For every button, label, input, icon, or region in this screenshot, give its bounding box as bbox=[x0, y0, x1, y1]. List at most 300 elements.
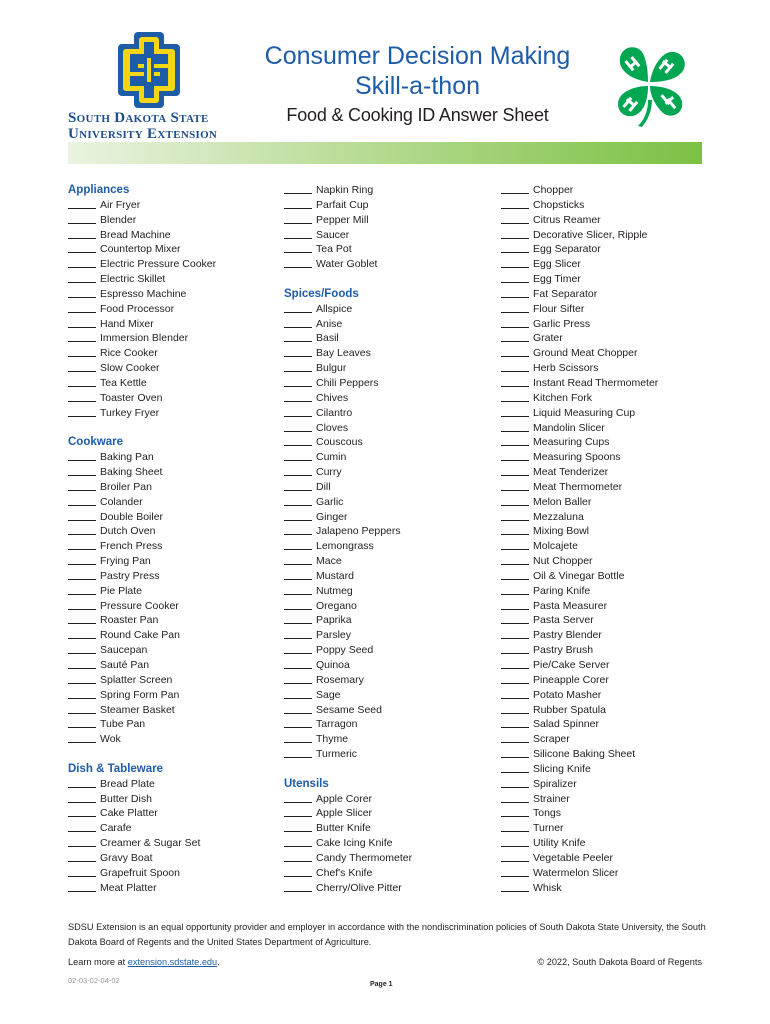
item-label: Cherry/Olive Pitter bbox=[316, 881, 402, 894]
answer-row bbox=[284, 881, 494, 896]
answer-blank[interactable] bbox=[68, 653, 96, 654]
answer-row bbox=[68, 851, 273, 866]
answer-blank[interactable] bbox=[501, 668, 529, 669]
answer-blank[interactable] bbox=[501, 831, 529, 832]
answer-blank[interactable] bbox=[501, 431, 529, 432]
answer-row bbox=[501, 524, 711, 539]
answer-row bbox=[501, 213, 711, 228]
item-label: Round Cake Pan bbox=[100, 629, 180, 642]
answer-blank[interactable] bbox=[68, 386, 96, 387]
answer-row bbox=[284, 717, 494, 732]
answer-row bbox=[501, 406, 711, 421]
answer-blank[interactable] bbox=[68, 327, 96, 328]
answer-row bbox=[68, 213, 273, 228]
answer-row bbox=[501, 703, 711, 718]
item-label: Herb Scissors bbox=[533, 362, 599, 375]
answer-blank[interactable] bbox=[501, 816, 529, 817]
answer-blank[interactable] bbox=[68, 742, 96, 743]
answer-row bbox=[284, 569, 494, 584]
item-label: Egg Separator bbox=[533, 243, 601, 256]
item-label: Apple Corer bbox=[316, 792, 373, 805]
answer-blank[interactable] bbox=[501, 683, 529, 684]
answer-blank[interactable] bbox=[284, 193, 312, 194]
answer-blank[interactable] bbox=[284, 341, 312, 342]
answer-blank[interactable] bbox=[68, 282, 96, 283]
item-label: Chopsticks bbox=[533, 198, 585, 211]
item-label: Decorative Slicer, Ripple bbox=[533, 228, 648, 241]
answer-row bbox=[68, 465, 273, 480]
column-3 bbox=[501, 183, 711, 896]
answer-blank[interactable] bbox=[501, 564, 529, 565]
answer-blank[interactable] bbox=[68, 549, 96, 550]
answer-blank[interactable] bbox=[501, 534, 529, 535]
answer-blank[interactable] bbox=[501, 475, 529, 476]
answer-row bbox=[501, 450, 711, 465]
answer-row bbox=[68, 599, 273, 614]
answer-blank[interactable] bbox=[501, 698, 529, 699]
answer-blank[interactable] bbox=[501, 208, 529, 209]
answer-blank[interactable] bbox=[284, 460, 312, 461]
answer-blank[interactable] bbox=[501, 356, 529, 357]
answer-row bbox=[284, 391, 494, 406]
answer-blank[interactable] bbox=[284, 623, 312, 624]
answer-blank[interactable] bbox=[284, 713, 312, 714]
answer-blank[interactable] bbox=[284, 534, 312, 535]
answer-blank[interactable] bbox=[501, 876, 529, 877]
item-label: Electric Skillet bbox=[100, 273, 166, 286]
item-label: Rubber Spatula bbox=[533, 703, 606, 716]
item-label: Pastry Press bbox=[100, 569, 160, 582]
item-label: Pastry Brush bbox=[533, 644, 594, 657]
answer-row bbox=[284, 703, 494, 718]
answer-row bbox=[68, 480, 273, 495]
item-label: Garlic Press bbox=[533, 317, 591, 330]
answer-blank[interactable] bbox=[68, 638, 96, 639]
answer-blank[interactable] bbox=[501, 727, 529, 728]
org-name-line1: South Dakota State bbox=[68, 110, 209, 126]
answer-blank[interactable] bbox=[284, 638, 312, 639]
item-label: Turner bbox=[533, 822, 564, 835]
answer-blank[interactable] bbox=[68, 460, 96, 461]
answer-blank[interactable] bbox=[501, 891, 529, 892]
item-label: French Press bbox=[100, 540, 163, 553]
item-label: Chili Peppers bbox=[316, 376, 379, 389]
answer-blank[interactable] bbox=[501, 312, 529, 313]
answer-blank[interactable] bbox=[284, 267, 312, 268]
item-label: Egg Timer bbox=[533, 273, 581, 286]
item-label: Spring Form Pan bbox=[100, 688, 180, 701]
item-label: Water Goblet bbox=[316, 258, 378, 271]
item-label: Colander bbox=[100, 495, 143, 508]
item-label: Roaster Pan bbox=[100, 614, 159, 627]
answer-row bbox=[501, 658, 711, 673]
item-label: Molcajete bbox=[533, 540, 578, 553]
item-label: Butter Dish bbox=[100, 792, 152, 805]
answer-blank[interactable] bbox=[284, 802, 312, 803]
item-label: Anise bbox=[316, 317, 343, 330]
item-label: Bulgur bbox=[316, 362, 347, 375]
answer-blank[interactable] bbox=[68, 252, 96, 253]
answer-blank[interactable] bbox=[68, 727, 96, 728]
answer-row bbox=[501, 584, 711, 599]
answer-row bbox=[501, 228, 711, 243]
answer-row bbox=[68, 881, 273, 896]
answer-row bbox=[501, 821, 711, 836]
item-label: Kitchen Fork bbox=[533, 391, 592, 404]
item-label: Pineapple Corer bbox=[533, 673, 609, 686]
answer-blank[interactable] bbox=[501, 772, 529, 773]
answer-row bbox=[68, 688, 273, 703]
answer-blank[interactable] bbox=[68, 609, 96, 610]
answer-blank[interactable] bbox=[68, 401, 96, 402]
answer-blank[interactable] bbox=[501, 490, 529, 491]
answer-row bbox=[68, 866, 273, 881]
answer-blank[interactable] bbox=[501, 341, 529, 342]
answer-row bbox=[68, 317, 273, 332]
answer-blank[interactable] bbox=[284, 742, 312, 743]
answer-blank[interactable] bbox=[501, 445, 529, 446]
answer-blank[interactable] bbox=[284, 549, 312, 550]
answer-row bbox=[501, 851, 711, 866]
answer-blank[interactable] bbox=[284, 327, 312, 328]
answer-blank[interactable] bbox=[284, 816, 312, 817]
answer-blank[interactable] bbox=[68, 371, 96, 372]
section-heading: Utensils bbox=[284, 777, 329, 790]
answer-blank[interactable] bbox=[68, 668, 96, 669]
answer-row bbox=[284, 539, 494, 554]
answer-row bbox=[68, 346, 273, 361]
answer-row bbox=[501, 421, 711, 436]
extension-link[interactable]: extension.sdstate.edu bbox=[127, 957, 218, 967]
answer-row bbox=[68, 569, 273, 584]
answer-blank[interactable] bbox=[68, 683, 96, 684]
answer-blank[interactable] bbox=[501, 653, 529, 654]
item-label: Pie Plate bbox=[100, 584, 143, 597]
answer-blank[interactable] bbox=[501, 579, 529, 580]
answer-blank[interactable] bbox=[284, 208, 312, 209]
answer-blank[interactable] bbox=[68, 534, 96, 535]
answer-row bbox=[68, 717, 273, 732]
answer-blank[interactable] bbox=[284, 579, 312, 580]
column-2 bbox=[284, 183, 494, 896]
answer-blank[interactable] bbox=[284, 891, 312, 892]
answer-blank[interactable] bbox=[68, 594, 96, 595]
answer-row bbox=[284, 435, 494, 450]
answer-blank[interactable] bbox=[284, 356, 312, 357]
answer-row bbox=[68, 376, 273, 391]
answer-row bbox=[68, 539, 273, 554]
answer-blank[interactable] bbox=[68, 891, 96, 892]
answer-row bbox=[284, 673, 494, 688]
answer-row bbox=[501, 628, 711, 643]
answer-blank[interactable] bbox=[501, 742, 529, 743]
item-label: Bread Plate bbox=[100, 777, 155, 790]
item-label: Watermelon Slicer bbox=[533, 866, 619, 879]
item-label: Ginger bbox=[316, 510, 348, 523]
answer-blank[interactable] bbox=[501, 846, 529, 847]
answer-row bbox=[284, 406, 494, 421]
answer-blank[interactable] bbox=[68, 267, 96, 268]
answer-row bbox=[68, 792, 273, 807]
item-label: Ground Meat Chopper bbox=[533, 347, 638, 360]
item-label: Air Fryer bbox=[100, 198, 141, 211]
answer-blank[interactable] bbox=[68, 505, 96, 506]
answer-row bbox=[501, 569, 711, 584]
answer-row bbox=[284, 732, 494, 747]
item-label: Slow Cooker bbox=[100, 362, 160, 375]
answer-blank[interactable] bbox=[284, 445, 312, 446]
answer-row bbox=[68, 613, 273, 628]
answer-row bbox=[284, 643, 494, 658]
section-gap bbox=[284, 762, 494, 777]
answer-row bbox=[501, 717, 711, 732]
answer-row bbox=[284, 688, 494, 703]
answer-row bbox=[68, 510, 273, 525]
answer-blank[interactable] bbox=[501, 713, 529, 714]
answer-blank[interactable] bbox=[501, 386, 529, 387]
answer-blank[interactable] bbox=[501, 282, 529, 283]
answer-row bbox=[501, 287, 711, 302]
answer-blank[interactable] bbox=[284, 386, 312, 387]
item-label: Grater bbox=[533, 332, 563, 345]
item-label: Measuring Cups bbox=[533, 436, 610, 449]
answer-blank[interactable] bbox=[68, 223, 96, 224]
answer-blank[interactable] bbox=[68, 312, 96, 313]
answer-row bbox=[284, 628, 494, 643]
learn-more-prefix: Learn more at bbox=[68, 957, 128, 967]
item-label: Sauté Pan bbox=[100, 659, 150, 671]
answer-blank[interactable] bbox=[284, 431, 312, 432]
answer-blank[interactable] bbox=[284, 312, 312, 313]
copyright: © 2022, South Dakota Board of Regents bbox=[537, 957, 702, 967]
answer-row bbox=[501, 599, 711, 614]
item-label: Meat Thermometer bbox=[533, 480, 623, 493]
answer-blank[interactable] bbox=[284, 475, 312, 476]
item-label: Grapefruit Spoon bbox=[100, 866, 180, 879]
answer-blank[interactable] bbox=[284, 653, 312, 654]
answer-row bbox=[68, 821, 273, 836]
item-label: Mezzaluna bbox=[533, 510, 584, 523]
item-label: Chef's Knife bbox=[316, 866, 373, 879]
page-title-line1: Consumer Decision Making bbox=[264, 42, 571, 70]
item-label: Bread Machine bbox=[100, 228, 171, 241]
answer-blank[interactable] bbox=[501, 520, 529, 521]
answer-blank[interactable] bbox=[501, 861, 529, 862]
item-label: Broiler Pan bbox=[100, 480, 152, 493]
answer-row bbox=[501, 510, 711, 525]
answer-blank[interactable] bbox=[68, 579, 96, 580]
item-label: Countertop Mixer bbox=[100, 243, 181, 256]
answer-blank[interactable] bbox=[284, 505, 312, 506]
item-label: Pastry Blender bbox=[533, 629, 602, 642]
answer-blank[interactable] bbox=[501, 802, 529, 803]
answer-row bbox=[501, 465, 711, 480]
answer-row bbox=[501, 836, 711, 851]
item-label: Slicing Knife bbox=[533, 762, 591, 775]
item-label: Dutch Oven bbox=[100, 525, 156, 538]
answer-row bbox=[501, 361, 711, 376]
answer-blank[interactable] bbox=[501, 252, 529, 253]
answer-row bbox=[68, 673, 273, 688]
item-label: Pressure Cooker bbox=[100, 599, 179, 612]
item-label: Sage bbox=[316, 688, 341, 701]
answer-row bbox=[68, 331, 273, 346]
answer-blank[interactable] bbox=[284, 594, 312, 595]
item-label: Cake Platter bbox=[100, 807, 158, 820]
answer-blank[interactable] bbox=[501, 371, 529, 372]
item-label: Allspice bbox=[316, 302, 353, 315]
item-label: Measuring Spoons bbox=[533, 451, 621, 464]
answer-blank[interactable] bbox=[501, 460, 529, 461]
answer-blank[interactable] bbox=[68, 416, 96, 417]
sdsu-logo bbox=[114, 30, 184, 110]
answer-row bbox=[68, 554, 273, 569]
item-label: Tube Pan bbox=[100, 718, 146, 731]
answer-blank[interactable] bbox=[284, 846, 312, 847]
answer-row bbox=[284, 554, 494, 569]
answer-blank[interactable] bbox=[68, 787, 96, 788]
answer-row bbox=[68, 524, 273, 539]
answer-blank[interactable] bbox=[501, 505, 529, 506]
answer-blank[interactable] bbox=[68, 713, 96, 714]
answer-blank[interactable] bbox=[68, 802, 96, 803]
answer-blank[interactable] bbox=[501, 594, 529, 595]
answer-blank[interactable] bbox=[68, 356, 96, 357]
answer-blank[interactable] bbox=[284, 831, 312, 832]
item-label: Meat Tenderizer bbox=[533, 466, 609, 479]
answer-row bbox=[284, 198, 494, 213]
item-label: Turmeric bbox=[316, 748, 358, 761]
answer-blank[interactable] bbox=[501, 787, 529, 788]
item-label: Egg Slicer bbox=[533, 258, 581, 271]
answer-row bbox=[68, 302, 273, 317]
answer-blank[interactable] bbox=[68, 623, 96, 624]
answer-blank[interactable] bbox=[501, 223, 529, 224]
answer-blank[interactable] bbox=[501, 638, 529, 639]
answer-blank[interactable] bbox=[68, 816, 96, 817]
answer-blank[interactable] bbox=[501, 416, 529, 417]
item-label: Nut Chopper bbox=[533, 555, 593, 568]
answer-blank[interactable] bbox=[68, 490, 96, 491]
answer-row bbox=[501, 331, 711, 346]
answer-blank[interactable] bbox=[501, 238, 529, 239]
learn-more-suffix: . bbox=[217, 957, 220, 967]
answer-row bbox=[501, 435, 711, 450]
answer-blank[interactable] bbox=[284, 698, 312, 699]
item-label: Baking Sheet bbox=[100, 466, 163, 479]
org-name-line2: University Extension bbox=[68, 126, 218, 142]
item-label: Utility Knife bbox=[533, 837, 586, 850]
page-title-line2: Skill-a-thon bbox=[354, 72, 481, 100]
answer-blank[interactable] bbox=[284, 609, 312, 610]
item-label: Parsley bbox=[316, 629, 352, 642]
answer-blank[interactable] bbox=[284, 861, 312, 862]
item-label: Tongs bbox=[533, 807, 562, 820]
answer-blank[interactable] bbox=[501, 267, 529, 268]
answer-blank[interactable] bbox=[501, 609, 529, 610]
answer-row bbox=[501, 554, 711, 569]
answer-blank[interactable] bbox=[501, 193, 529, 194]
answer-blank[interactable] bbox=[284, 683, 312, 684]
item-label: Rosemary bbox=[316, 673, 364, 686]
answer-row bbox=[68, 257, 273, 272]
four-h-clover-logo bbox=[604, 40, 694, 128]
item-label: Mixing Bowl bbox=[533, 525, 590, 538]
answer-row bbox=[284, 257, 494, 272]
answer-blank[interactable] bbox=[284, 223, 312, 224]
answer-blank[interactable] bbox=[68, 238, 96, 239]
column-1 bbox=[68, 183, 273, 896]
answer-blank[interactable] bbox=[68, 208, 96, 209]
answer-blank[interactable] bbox=[284, 757, 312, 758]
answer-blank[interactable] bbox=[68, 564, 96, 565]
answer-blank[interactable] bbox=[501, 757, 529, 758]
item-label: Paprika bbox=[316, 614, 352, 627]
answer-blank[interactable] bbox=[68, 475, 96, 476]
answer-row bbox=[284, 331, 494, 346]
answer-row bbox=[501, 643, 711, 658]
answer-blank[interactable] bbox=[68, 861, 96, 862]
answer-blank[interactable] bbox=[284, 401, 312, 402]
answer-row bbox=[68, 450, 273, 465]
answer-blank[interactable] bbox=[68, 698, 96, 699]
answer-blank[interactable] bbox=[284, 416, 312, 417]
answer-blank[interactable] bbox=[501, 401, 529, 402]
answer-row bbox=[501, 539, 711, 554]
answer-row bbox=[68, 198, 273, 213]
answer-blank[interactable] bbox=[284, 490, 312, 491]
answer-blank[interactable] bbox=[284, 252, 312, 253]
answer-row bbox=[284, 465, 494, 480]
item-label: Couscous bbox=[316, 436, 363, 449]
answer-row bbox=[284, 747, 494, 762]
answer-blank[interactable] bbox=[284, 564, 312, 565]
item-label: Silicone Baking Sheet bbox=[533, 748, 636, 761]
item-label: Pepper Mill bbox=[316, 213, 369, 226]
answer-blank[interactable] bbox=[68, 876, 96, 877]
answer-row bbox=[68, 628, 273, 643]
answer-blank[interactable] bbox=[68, 341, 96, 342]
answer-blank[interactable] bbox=[68, 831, 96, 832]
answer-row bbox=[501, 495, 711, 510]
answer-row bbox=[284, 346, 494, 361]
answer-blank[interactable] bbox=[284, 876, 312, 877]
answer-row bbox=[284, 480, 494, 495]
answer-blank[interactable] bbox=[284, 727, 312, 728]
answer-row bbox=[284, 836, 494, 851]
section-heading: Appliances bbox=[68, 184, 130, 196]
answer-row bbox=[68, 806, 273, 821]
answer-blank[interactable] bbox=[501, 297, 529, 298]
section-heading: Spices/Foods bbox=[284, 287, 359, 300]
item-label: Blender bbox=[100, 213, 137, 226]
answer-blank[interactable] bbox=[501, 327, 529, 328]
answer-blank[interactable] bbox=[68, 297, 96, 298]
item-label: Tea Kettle bbox=[100, 376, 147, 389]
answer-blank[interactable] bbox=[68, 846, 96, 847]
item-label: Potato Masher bbox=[533, 688, 602, 701]
section-heading: Dish & Tableware bbox=[68, 762, 164, 775]
answer-blank[interactable] bbox=[284, 668, 312, 669]
answer-blank[interactable] bbox=[284, 371, 312, 372]
answer-blank[interactable] bbox=[501, 623, 529, 624]
answer-blank[interactable] bbox=[284, 238, 312, 239]
answer-blank[interactable] bbox=[501, 549, 529, 550]
answer-row bbox=[284, 866, 494, 881]
item-label: Pasta Server bbox=[533, 614, 594, 627]
answer-blank[interactable] bbox=[284, 520, 312, 521]
answer-blank[interactable] bbox=[68, 520, 96, 521]
